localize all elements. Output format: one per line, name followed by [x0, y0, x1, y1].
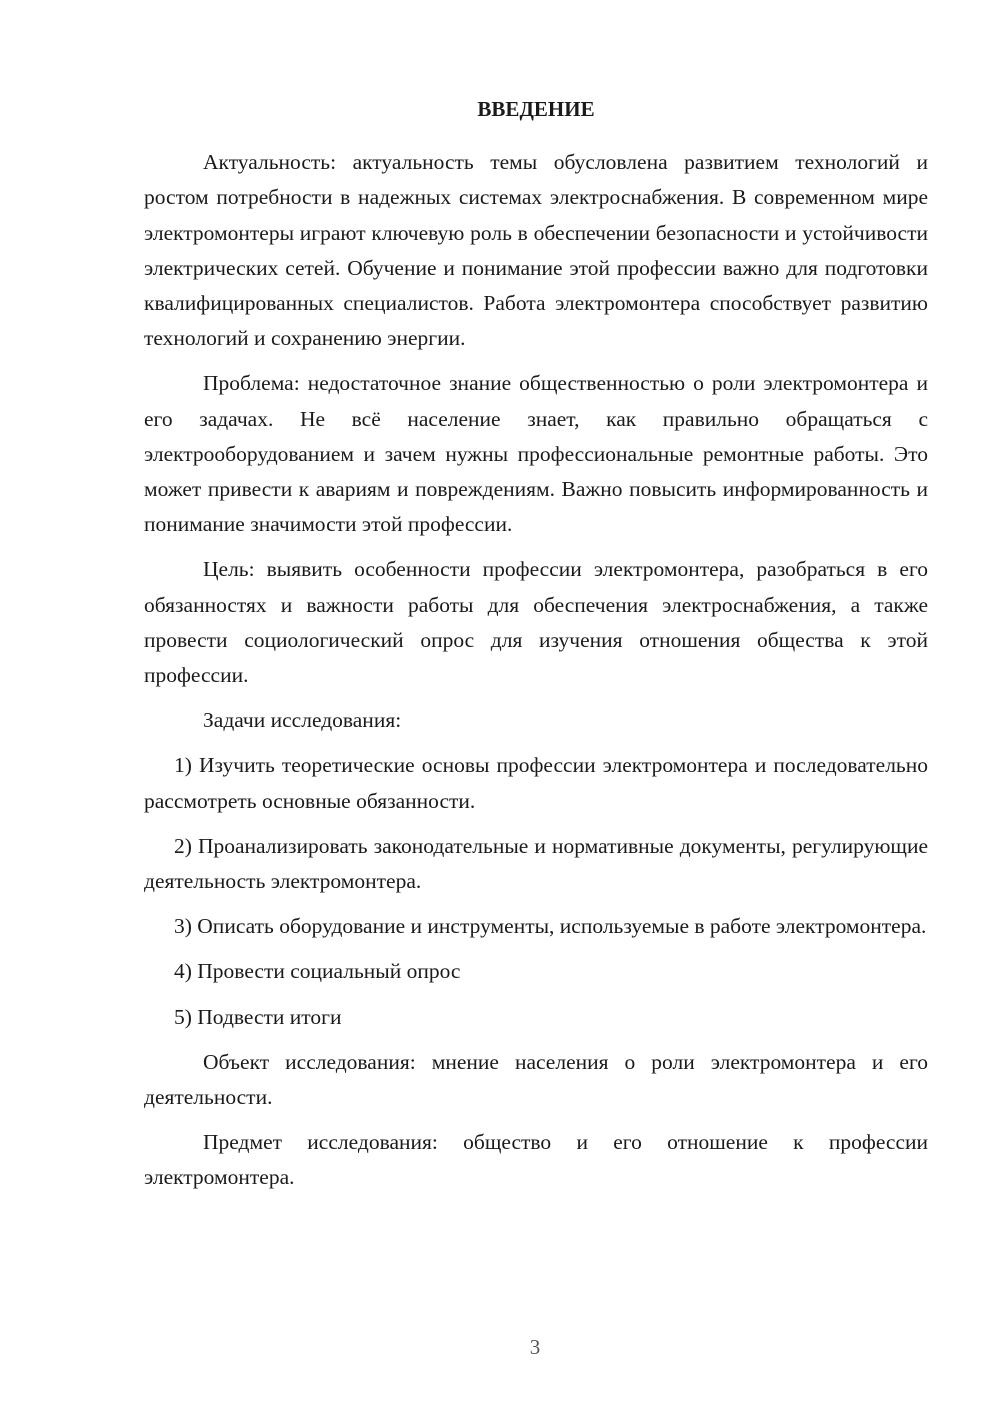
task-item-3: 3) Описать оборудование и инструменты, используемые в работе электромонтера.: [174, 914, 927, 939]
task-item-4: 4) Провести социальный опрос: [174, 959, 461, 984]
page-content: [144, 92, 928, 1206]
paragraph-subject: Предмет исследования: общество и его отношение к профессии электромонтера.: [144, 1130, 928, 1190]
paragraph-relevance: Актуальность: актуальность темы обусловлена развитием технологий и ростом потребности в надежных системах электроснабжения. В современном мире электромонтеры играют ключевую роль в обеспечении безопасности и устойчивости электрических сетей. Обучение и понимание этой профессии важно для подготовки квалифицированных специалистов. Работа электромонтера способствует развитию технологий и сохранению энергии.: [144, 150, 928, 351]
paragraph-goal: Цель: выявить особенности профессии электромонтера, разобраться в его обязанностях и важности работы для обеспечения электроснабжения, а также провести социологический опрос для изучения отношения общества к этой профессии.: [144, 557, 928, 688]
paragraph-object: Объект исследования: мнение населения о роли электромонтера и его деятельности.: [144, 1049, 928, 1110]
page-number: 3: [529, 1335, 541, 1359]
page-title: ВВЕДЕНИЕ: [477, 97, 595, 121]
tasks-heading: Задачи исследования:: [203, 708, 402, 733]
task-item-1: 1) Изучить теоретические основы профессии электромонтера и последовательно рассмотреть основные обязанности.: [144, 753, 928, 813]
task-item-5: 5) Подвести итоги: [174, 1004, 342, 1029]
task-item-2: 2) Проанализировать законодательные и нормативные документы, регулирующие деятельность электромонтера.: [144, 833, 928, 894]
paragraph-problem: Проблема: недостаточное знание общественностью о роли электромонтера и его задачах. Не всё население знает, как правильно обращаться с электрооборудованием и зачем нужны профессиональные ремонтные работы. Это может привести к авариям и повреждениям. Важно повысить информированность и понимание значимости этой профессии.: [144, 371, 928, 537]
